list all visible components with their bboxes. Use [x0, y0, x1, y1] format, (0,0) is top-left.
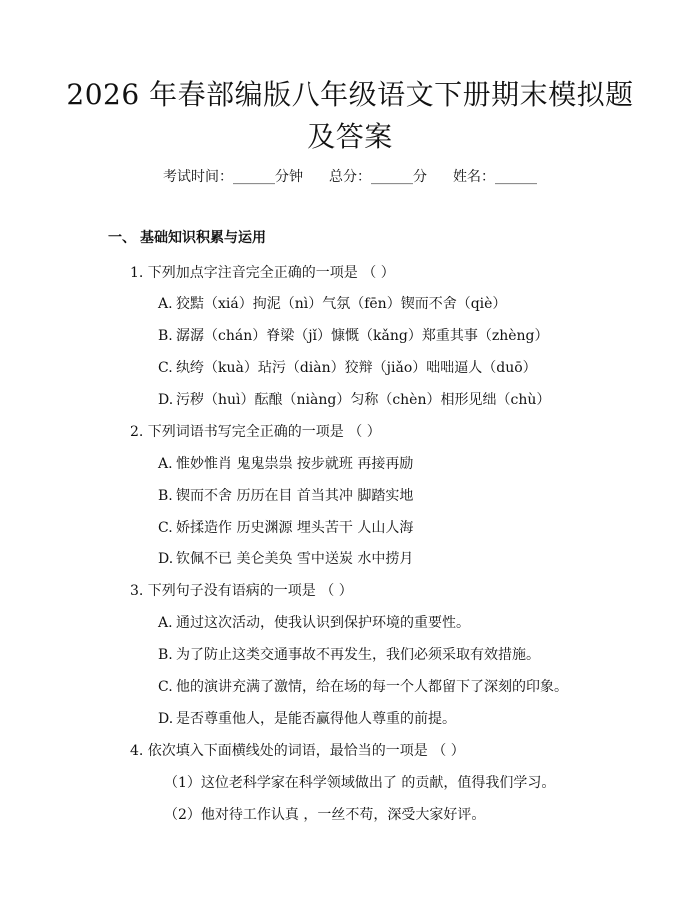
option-text: 狡黠（xiá）拘泥（nì）气氛（fēn）锲而不舍（qiè） — [176, 296, 507, 312]
option-text: 为了防止这类交通事故不再发生，我们必须采取有效措施。 — [176, 647, 540, 663]
exam-score: 总分：______分 — [329, 169, 427, 185]
title-line-2: 及答案 — [307, 120, 393, 153]
option-text: 通过这次活动，使我认识到保护环境的重要性。 — [176, 615, 470, 631]
option-letter: B. — [158, 488, 173, 504]
option-letter: C. — [158, 520, 173, 536]
option-text: 锲而不舍 历历在目 首当其冲 脚踏实地 — [176, 488, 414, 504]
section-title: 基础知识积累与运用 — [140, 230, 266, 246]
option-letter: A. — [158, 615, 173, 631]
option-text: 钦佩不已 美仑美奂 雪中送炭 水中捞月 — [176, 551, 414, 567]
question-4-stem: 4. 依次填入下面横线处的词语，最恰当的一项是 （ ） — [130, 743, 465, 759]
option-letter: C. — [158, 679, 173, 695]
title-line-1: 2026 年春部编版八年级语文下册期末模拟题 — [66, 78, 634, 111]
student-name: 姓名：______ — [453, 169, 537, 185]
question-4-item-2: （2）他对待工作认真 ，一丝不苟，深受大家好评。 — [164, 807, 486, 823]
question-2-option-c — [158, 517, 413, 539]
question-3-stem: 3. 下列句子没有语病的一项是 （ ） — [130, 583, 353, 599]
question-3-option-c — [158, 676, 568, 698]
question-1-option-c — [158, 357, 537, 379]
option-letter: B. — [158, 647, 173, 663]
question-3-option-a — [158, 612, 470, 634]
option-text: 他的演讲充满了激情，给在场的每一个人都留下了深刻的印象。 — [176, 679, 568, 695]
question-2-option-d — [158, 548, 413, 570]
exam-time: 考试时间：______分钟 — [163, 169, 303, 185]
document-title — [0, 74, 700, 158]
question-1-option-d — [158, 389, 550, 411]
question-1-option-b — [158, 325, 549, 347]
question-3-option-d — [158, 708, 456, 730]
question-2-stem: 2. 下列词语书写完全正确的一项是 （ ） — [130, 424, 381, 440]
option-letter: A. — [158, 296, 173, 312]
option-letter: B. — [158, 328, 173, 344]
exam-info — [0, 166, 700, 188]
option-text: 娇揉造作 历史渊源 埋头苦干 人山人海 — [176, 520, 414, 536]
option-letter: D. — [158, 711, 174, 727]
option-letter: D. — [158, 551, 174, 567]
option-letter: A. — [158, 456, 173, 472]
option-text: 潺潺（chán）脊梁（jǐ）慷慨（kǎng）郑重其事（zhèng） — [176, 328, 549, 344]
section-number: 一、 — [108, 230, 136, 246]
question-4-item-1: （1）这位老科学家在科学领域做出了 的贡献，值得我们学习。 — [164, 775, 556, 791]
question-2-option-b — [158, 485, 413, 507]
option-letter: D. — [158, 392, 174, 408]
option-text: 污秽（huì）酝酿（niàng）匀称（chèn）相形见绌（chù） — [176, 392, 551, 408]
section-heading — [108, 227, 266, 249]
option-letter: C. — [158, 360, 173, 376]
option-text: 是否尊重他人，是能否赢得他人尊重的前提。 — [176, 711, 456, 727]
question-1-stem: 1. 下列加点字注音完全正确的一项是 （ ） — [130, 265, 395, 281]
question-3-option-b — [158, 644, 540, 666]
question-1-option-a — [158, 293, 506, 315]
question-2-option-a — [158, 453, 413, 475]
option-text: 纨绔（kuà）玷污（diàn）狡辩（jiǎo）咄咄逼人（duō） — [176, 360, 537, 376]
option-text: 惟妙惟肖 鬼鬼祟祟 按步就班 再接再励 — [176, 456, 414, 472]
